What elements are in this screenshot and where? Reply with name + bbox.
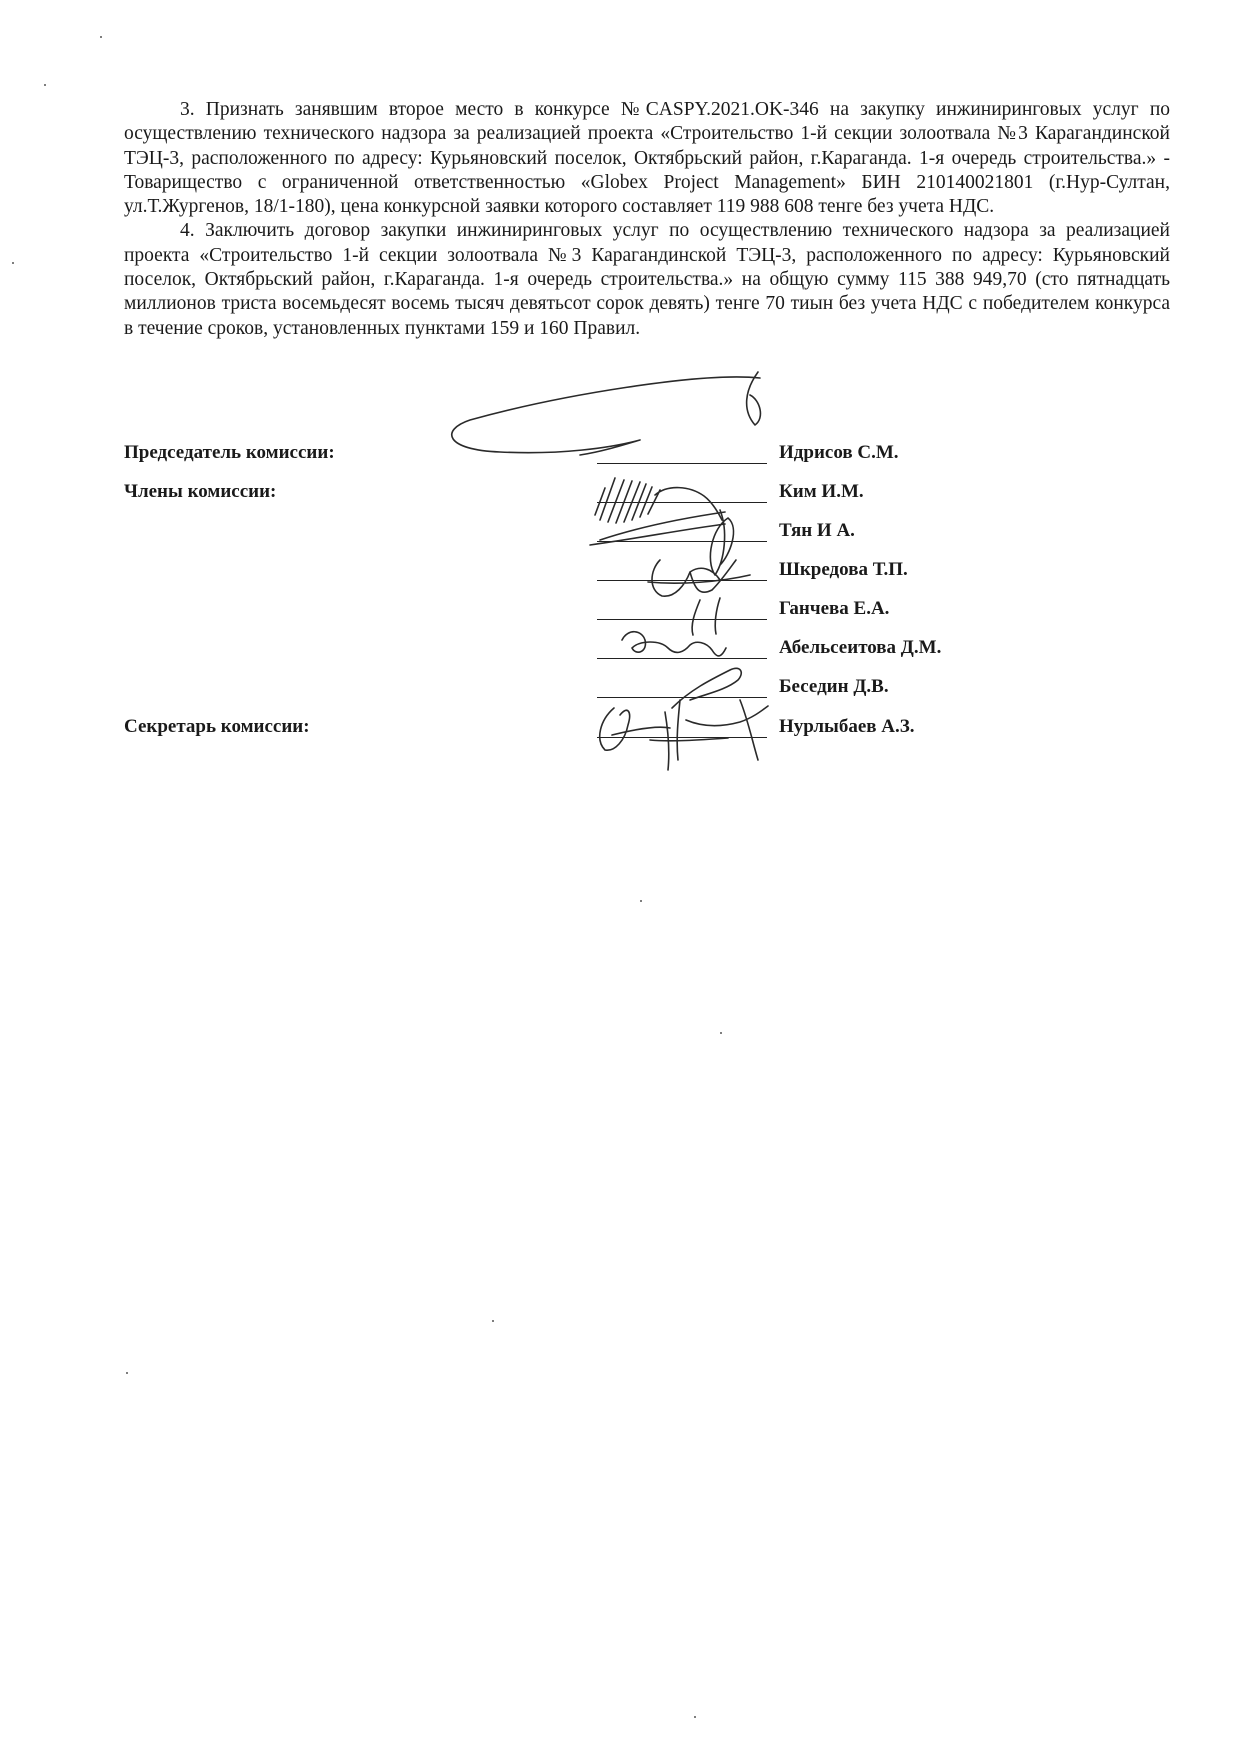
- member-name: Шкредова Т.П.: [779, 559, 908, 580]
- member-signature-1: [595, 478, 722, 523]
- secretary-label: Секретарь комиссии:: [124, 716, 310, 737]
- paragraph-3: 3. Признать занявшим второе место в конкурсе №CASPY.2021.OK-346 на закупку инжиниринговых услуг по осуществлению технического надзора за реализацией проекта «Строительство 1-й секции золоотвала №3 Карагандинской ТЭЦ-3, расположенного по адресу: Курьяновский поселок, Октябрьский район, г.Караганда. 1-я очередь строительства.» - Товарищество с ограниченной ответственностью «Globex Project Management» БИН 210140021801 (г.Нур-Султан, ул.Т.Жургенов, 18/1-180), цена конкурсной заявки которого составляет 119 988 608 тенге без учета НДС.: [124, 99, 1170, 218]
- members-label: Члены комиссии:: [124, 481, 277, 502]
- secretary-signature: [600, 708, 670, 750]
- member-signature-5: [622, 632, 726, 656]
- scan-speck: [12, 262, 14, 264]
- scan-speck: [694, 1716, 696, 1718]
- signature-line-secretary: [597, 737, 767, 738]
- paragraph-4: 4. Заключить договор закупки инжиниринговых услуг по осуществлению технического надзора за реализацией проекта «Строительство 1-й секции золоотвала №3 Карагандинской ТЭЦ-3, расположенного по адресу: Курьяновский поселок, Октябрьский район, г.Караганда. 1-я очередь строительства.» на общую сумму 115 388 949,70 (сто пятнадцать миллионов триста восемьдесят восемь тысяч девятьсот сорок девять) тенге 70 тиын без учета НДС с победителем конкурса в течение сроков, установленных пунктами 159 и 160 Правил.: [124, 220, 1170, 339]
- signature-line-chairman: [597, 463, 767, 464]
- chairman-signature: [452, 377, 760, 455]
- member-signature-2: [710, 510, 733, 575]
- member-signature-3b: [692, 598, 720, 635]
- scan-speck: [640, 900, 642, 902]
- signature-line-member: [597, 697, 767, 698]
- member-name: Ганчева Е.А.: [779, 598, 890, 619]
- scan-speck: [100, 36, 102, 38]
- signature-line-member: [597, 658, 767, 659]
- scan-speck: [126, 1372, 128, 1374]
- signature-line-member: [597, 619, 767, 620]
- scan-speck: [492, 1320, 494, 1322]
- chairman-name: Идрисов С.М.: [779, 442, 899, 463]
- protocol-body: [124, 98, 1170, 341]
- scan-speck: [720, 1032, 722, 1034]
- member-signature-6: [672, 668, 741, 708]
- member-signature-3: [648, 560, 750, 596]
- secretary-name: Нурлыбаев А.З.: [779, 716, 915, 737]
- chairman-signature-tail: [747, 372, 761, 425]
- member-name: Тян И А.: [779, 520, 855, 541]
- member-name: Беседин Д.В.: [779, 676, 889, 697]
- member-name: Ким И.М.: [779, 481, 864, 502]
- member-name: Абельсеитова Д.М.: [779, 637, 942, 658]
- signature-line-member: [597, 541, 767, 542]
- scan-speck: [44, 84, 46, 86]
- secretary-signature-c: [650, 738, 728, 741]
- chairman-label: Председатель комиссии:: [124, 442, 335, 463]
- signature-line-member: [597, 580, 767, 581]
- secretary-signature-b: [665, 700, 768, 770]
- signature-line-member: [597, 502, 767, 503]
